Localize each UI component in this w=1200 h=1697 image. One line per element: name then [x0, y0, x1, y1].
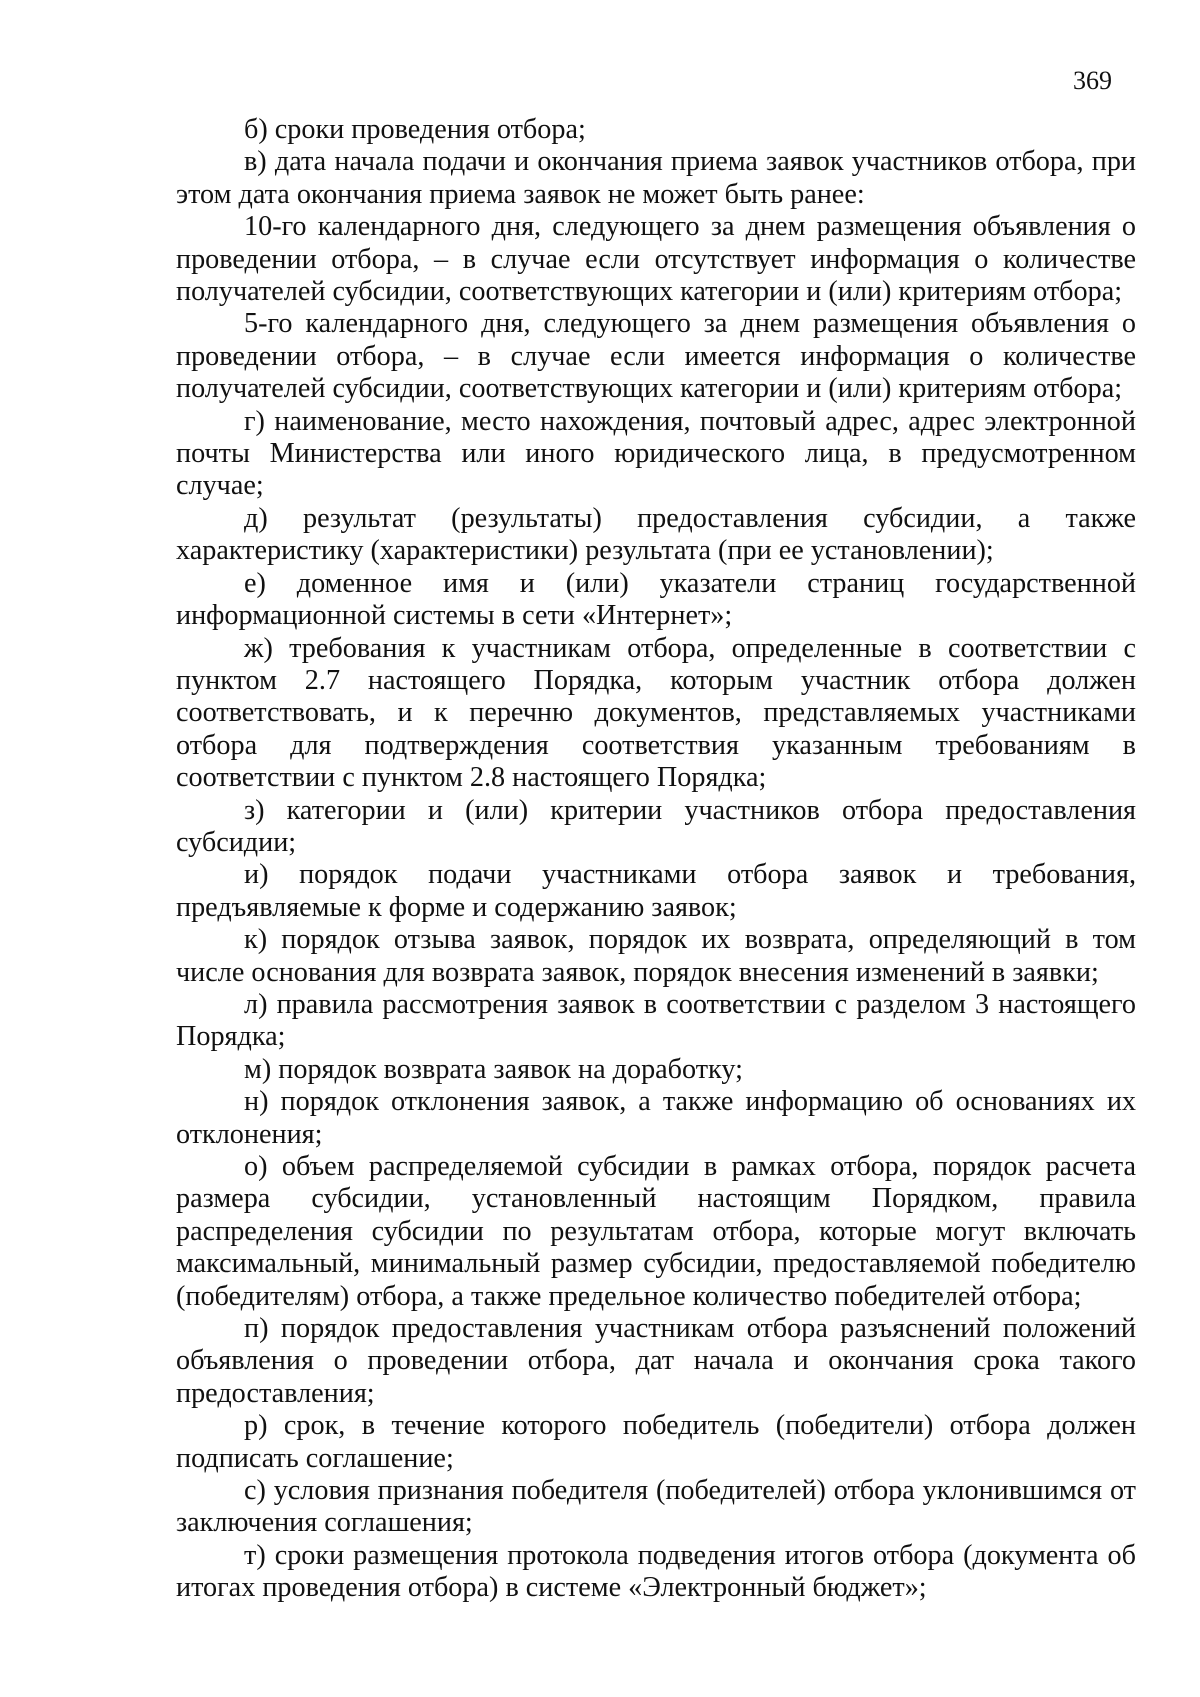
list-item-g: г) наименование, место нахождения, почтовый адрес, адрес электронной почты Министерства или иного юридического лица, в предусмотренном случае; — [176, 405, 1136, 502]
list-item-z: з) категории и (или) критерии участников отбора предоставления субсидии; — [176, 794, 1136, 858]
list-item-o: о) объем распределяемой субсидии в рамках отбора, порядок расчета размера субсидии, установленный настоящим Порядком, правила распределения субсидии по результатам отбора, которые могут включать максимальный, минимальный размер субсидии, предоставляемой победителю (победителям) отбора, а также предельное количество победителей отбора; — [176, 1151, 1136, 1312]
list-item-b: б) сроки проведения отбора; — [244, 114, 586, 145]
list-item-zh: ж) требования к участникам отбора, определенные в соответствии с пунктом 2.7 настоящего Порядка, которым участник отбора должен соответствовать, и к перечню документов, представляемых участниками отбора для подтверждения соответствия указанным требованиям в соответствии с пунктом 2.8 настоящего Порядка; — [176, 632, 1136, 794]
list-item-k: к) порядок отзыва заявок, порядок их возврата, определяющий в том числе основания для возврата заявок, порядок внесения изменений в заявки; — [176, 924, 1136, 988]
list-item-l: л) правила рассмотрения заявок в соответствии с разделом 3 настоящего Порядка; — [176, 988, 1136, 1053]
list-item-p: п) порядок предоставления участникам отбора разъяснений положений объявления о проведении отбора, дат начала и окончания срока такого предоставления; — [176, 1313, 1136, 1409]
list-item-s: с) условия признания победителя (победителей) отбора уклонившимся от заключения соглашения; — [176, 1475, 1136, 1539]
sub-item-5th-day: 5-го календарного дня, следующего за днем размещения объявления о проведении отбора, – в случае если имеется информация о количестве получателей субсидии, соответствующих категории и (или) критериям отбора; — [176, 308, 1136, 405]
sub-item-10th-day: 10-го календарного дня, следующего за днем размещения объявления о проведении отбора, – в случае если отсутствует информация о количестве получателей субсидии, соответствующих категории и (или) критериям отбора; — [176, 211, 1136, 308]
document-body — [176, 114, 1136, 1605]
list-item-r: р) срок, в течение которого победитель (победители) отбора должен подписать соглашение; — [176, 1410, 1136, 1474]
list-item-n: н) порядок отклонения заявок, а также информацию об основаниях их отклонения; — [176, 1086, 1136, 1150]
list-item-d: д) результат (результаты) предоставления субсидии, а также характеристику (характеристики) результата (при ее установлении); — [176, 502, 1136, 567]
list-item-v: в) дата начала подачи и окончания приема заявок участников отбора, при этом дата окончания приема заявок не может быть ранее: — [176, 146, 1136, 210]
list-item-i: и) порядок подачи участниками отбора заявок и требования, предъявляемые к форме и содержанию заявок; — [176, 859, 1136, 923]
page-number: 369 — [1073, 66, 1112, 95]
list-item-m: м) порядок возврата заявок на доработку; — [244, 1053, 743, 1085]
list-item-e: е) доменное имя и (или) указатели страниц государственной информационной системы в сети «Интернет»; — [176, 567, 1136, 632]
list-item-t: т) сроки размещения протокола подведения итогов отбора (документа об итогах проведения отбора) в системе «Электронный бюджет»; — [176, 1539, 1136, 1604]
